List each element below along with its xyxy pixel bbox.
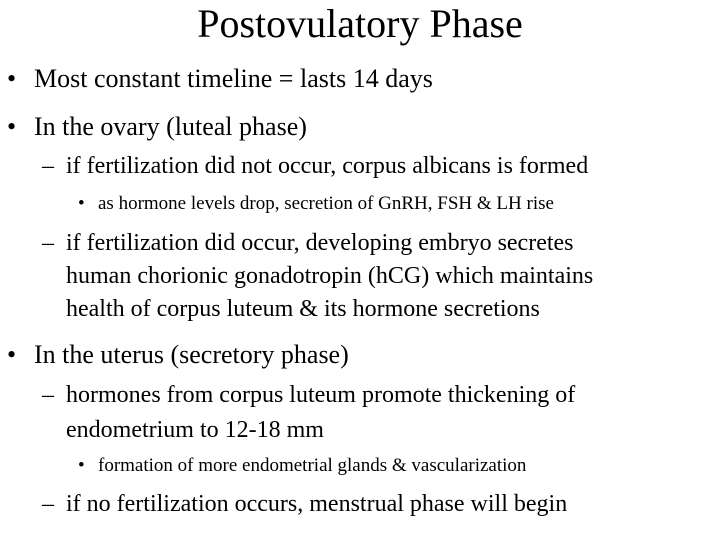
bullet-marker: • (7, 64, 17, 93)
sub-bullet-marker: – (42, 491, 54, 517)
sub-item-fertilization-line1: if fertilization did occur, developing embryo secretes (66, 230, 574, 256)
bullet-item-timeline: Most constant timeline = lasts 14 days (34, 64, 433, 93)
sub-sub-item-glands: formation of more endometrial glands & vascularization (98, 455, 527, 476)
sub-item-menstrual: if no fertilization occurs, menstrual phase will begin (66, 491, 568, 517)
sub-bullet-marker: – (42, 382, 54, 408)
sub-item-thickening-line2: endometrium to 12-18 mm (66, 417, 324, 443)
sub-item-fertilization-line2: human chorionic gonadotropin (hCG) which maintains (66, 263, 594, 289)
sub-sub-bullet-marker: • (78, 193, 85, 214)
bullet-item-uterus: In the uterus (secretory phase) (34, 340, 349, 369)
sub-bullet-marker: – (42, 153, 54, 179)
bullet-item-ovary: In the ovary (luteal phase) (34, 112, 307, 141)
bullet-marker: • (7, 112, 17, 141)
sub-item-thickening-line1: hormones from corpus luteum promote thickening of (66, 382, 576, 408)
sub-bullet-marker: – (42, 230, 54, 256)
sub-item-no-fertilization: if fertilization did not occur, corpus albicans is formed (66, 153, 589, 179)
sub-item-fertilization-line3: health of corpus luteum & its hormone secretions (66, 296, 540, 322)
slide-title: Postovulatory Phase (197, 1, 523, 46)
sub-sub-bullet-marker: • (78, 455, 85, 476)
bullet-marker: • (7, 340, 17, 369)
sub-sub-item-hormone-drop: as hormone levels drop, secretion of GnRH, FSH & LH rise (98, 193, 554, 214)
